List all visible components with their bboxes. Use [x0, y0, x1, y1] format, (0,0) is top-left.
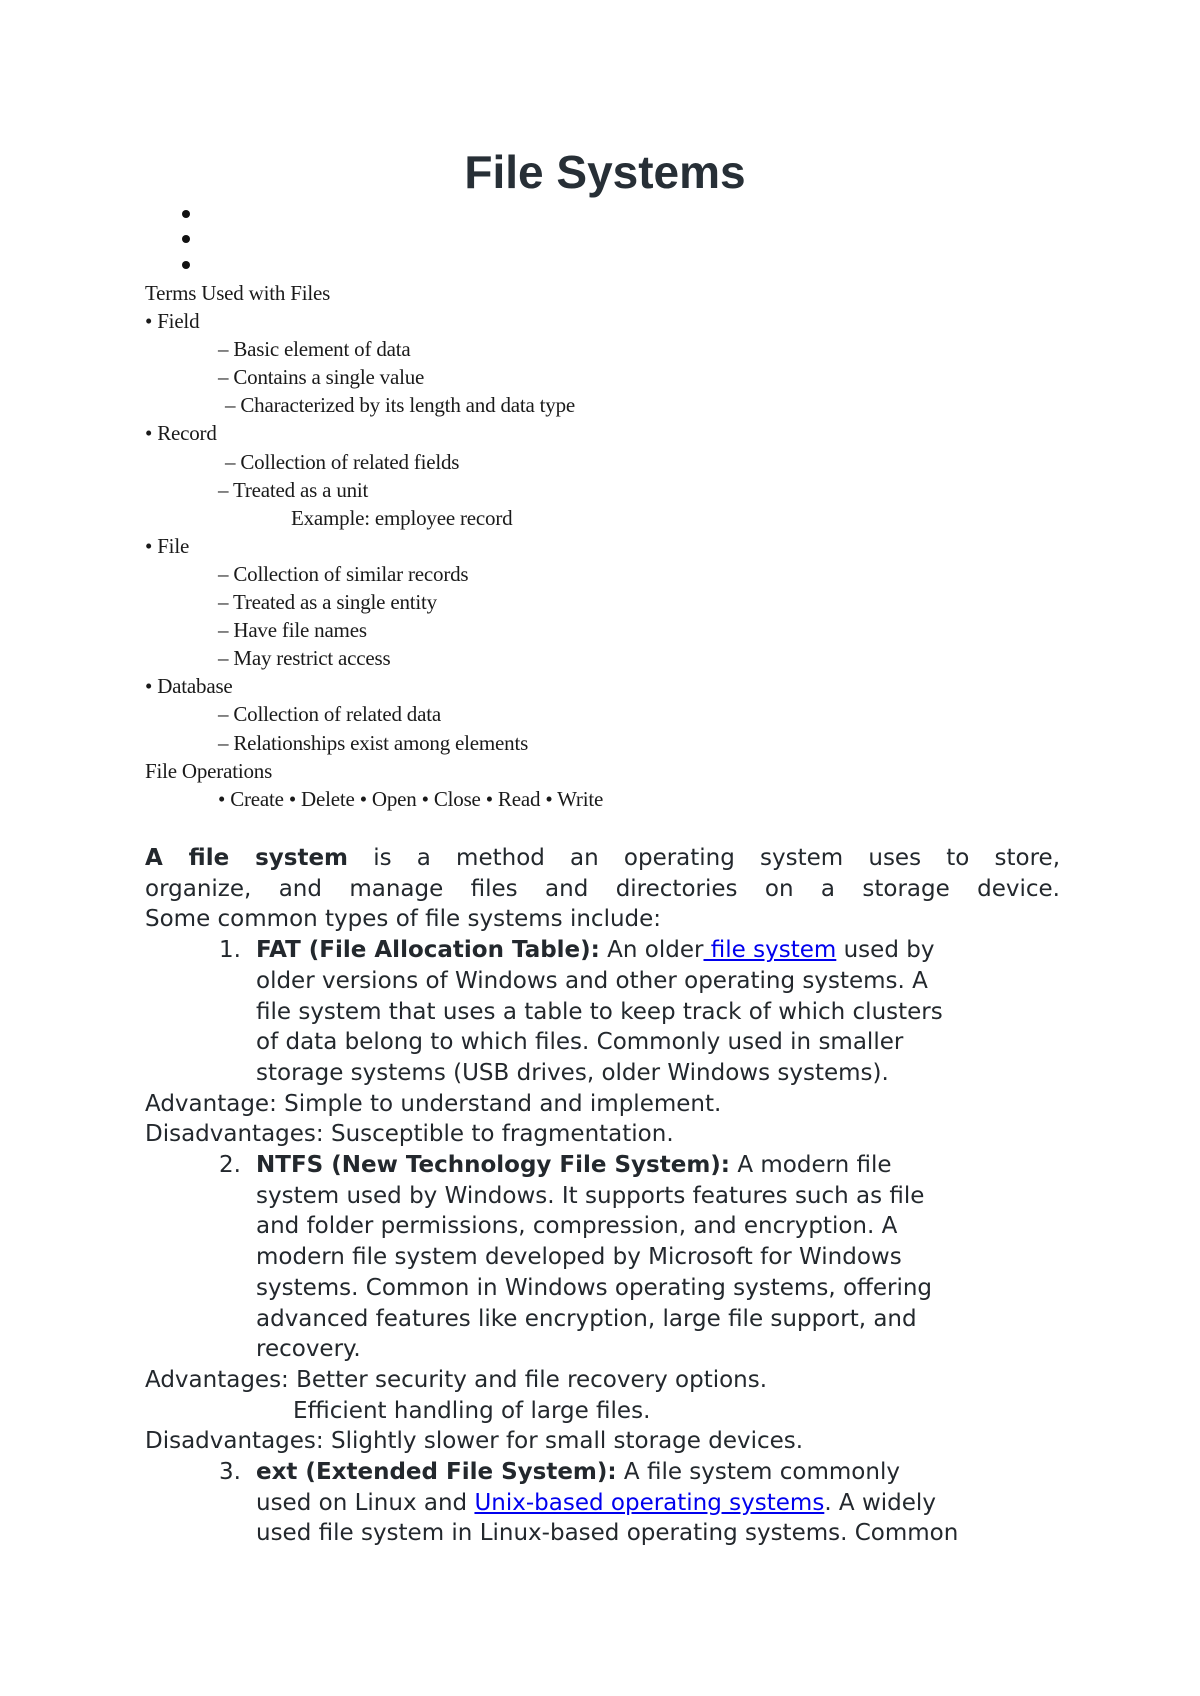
ntfs-advantage-2: Efficient handling of large files. — [293, 1397, 651, 1424]
term-database: • Database — [145, 674, 233, 699]
term-detail: – Collection of related fields — [225, 449, 460, 474]
term-detail: – Relationships exist among elements — [218, 730, 529, 755]
ntfs-line: recovery. — [256, 1336, 361, 1363]
page-title: File Systems — [464, 146, 746, 198]
term-detail: – Basic element of data — [218, 337, 411, 362]
file-system-section — [145, 843, 1060, 1549]
term-example: Example: employee record — [291, 505, 513, 530]
term-detail: – Treated as a unit — [218, 477, 369, 502]
unix-os-link[interactable]: Unix-based operating systems — [474, 1489, 825, 1516]
fat-disadvantage: Disadvantages: Susceptible to fragmentation. — [145, 1121, 674, 1148]
fat-line: storage systems (USB drives, older Windows systems). — [256, 1059, 889, 1086]
term-detail: – Collection of related data — [218, 702, 441, 727]
intro-bold: A file system — [145, 845, 349, 871]
ntfs-advantage: Advantages: Better security and file recovery options. — [145, 1366, 768, 1393]
fat-line: older versions of Windows and other operating systems. A — [256, 967, 928, 994]
term-detail: – Characterized by its length and data type — [225, 393, 576, 418]
empty-bullet — [182, 261, 190, 269]
term-detail: – Have file names — [218, 618, 367, 643]
empty-bullet — [182, 210, 190, 218]
ntfs-line: modern file system developed by Microsoft for Windows — [256, 1244, 902, 1271]
file-operations-list: • Create • Delete • Open • Close • Read • Write — [218, 786, 604, 811]
ntfs-line: systems. Common in Windows operating systems, offering — [256, 1274, 933, 1301]
ntfs-disadvantage: Disadvantages: Slightly slower for small storage devices. — [145, 1428, 804, 1455]
list-item-ext: 3. ext (Extended File System): A file system commonly — [219, 1459, 900, 1486]
term-detail: – Treated as a single entity — [218, 590, 437, 615]
term-file: • File — [145, 533, 190, 558]
intro-line: Some common types of file systems include: — [145, 906, 662, 933]
term-record: • Record — [145, 421, 217, 446]
term-field: • Field — [145, 309, 200, 334]
ntfs-line: advanced features like encryption, large file support, and — [256, 1305, 917, 1332]
list-item-ntfs: 2. NTFS (New Technology File System): A modern file — [219, 1152, 892, 1179]
list-item-fat: 1. FAT (File Allocation Table): An older file system used by — [219, 937, 935, 964]
empty-bullet — [182, 235, 190, 243]
term-detail: – Collection of similar records — [218, 561, 469, 586]
term-detail: – May restrict access — [218, 646, 391, 671]
intro-line: organize, and manage files and directories on a storage device. — [145, 875, 1060, 902]
ext-line: used file system in Linux-based operating systems. Common — [256, 1520, 959, 1547]
ntfs-line: system used by Windows. It supports features such as file — [256, 1182, 925, 1209]
terms-section — [145, 279, 603, 813]
ext-line: used on Linux and Unix-based operating systems. A widely — [256, 1489, 936, 1516]
fat-line: of data belong to which files. Commonly used in smaller — [256, 1029, 904, 1056]
term-detail: – Contains a single value — [218, 365, 425, 390]
fat-advantage: Advantage: Simple to understand and implement. — [145, 1090, 722, 1117]
ntfs-line: and folder permissions, compression, and encryption. A — [256, 1213, 898, 1240]
terms-heading: Terms Used with Files — [145, 281, 331, 305]
file-system-link[interactable]: file system — [703, 937, 837, 964]
fat-line: file system that uses a table to keep track of which clusters — [256, 998, 943, 1025]
intro-line: A file system is a method an operating system uses to store, — [145, 845, 1061, 871]
file-operations-heading: File Operations — [145, 758, 273, 783]
